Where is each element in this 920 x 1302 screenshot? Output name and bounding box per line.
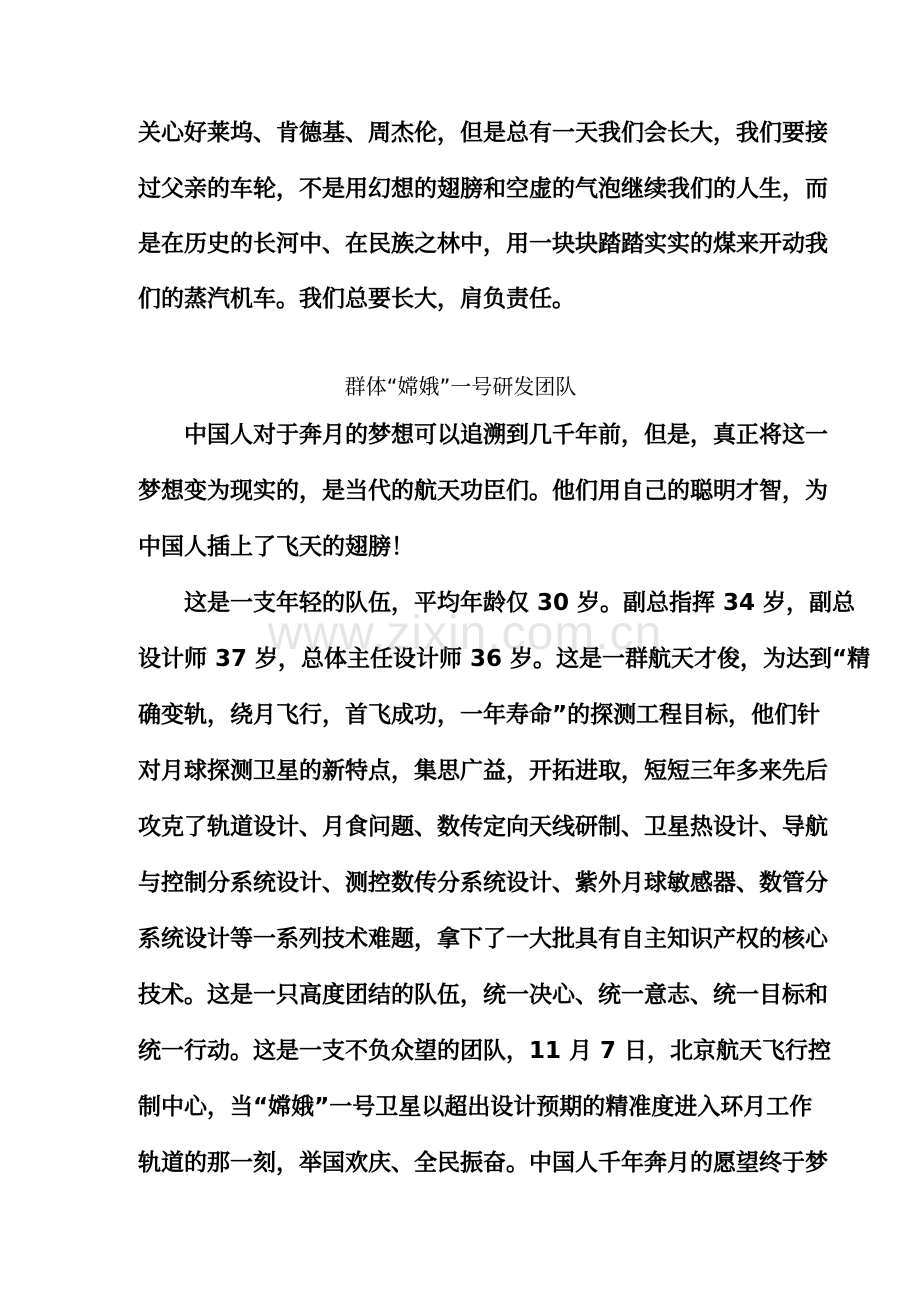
para3-line-3: 确变轨，绕月飞行，首飞成功，一年寿命”的探测工程目标，他们针 [138, 702, 821, 728]
para1-line-3: 是在历史的长河中、在民族之林中，用一块块踏踏实实的煤来开动我 [138, 231, 828, 257]
para3-line-8: 技术。这是一只高度团结的队伍，统一决心、统一意志、统一目标和 [138, 982, 828, 1008]
para3-line-2: 设计师 37 岁，总体主任设计师 36 岁。这是一群航天才俊，为达到“精 [138, 646, 871, 672]
para3-line-5: 攻克了轨道设计、月食问题、数传定向天线研制、卫星热设计、导航 [138, 814, 828, 840]
para1-line-2: 过父亲的车轮，不是用幻想的翅膀和空虚的气泡继续我们的人生，而 [138, 176, 828, 202]
para3-line-4: 对月球探测卫星的新特点，集思广益，开拓进取，短短三年多来先后 [138, 758, 828, 784]
section-heading: 群体“嫦娥”一号研发团队 [344, 375, 577, 399]
para2-line-1: 中国人对于奔月的梦想可以追溯到几千年前，但是，真正将这一 [184, 422, 828, 448]
watermark: www.zixin.com.cn [267, 607, 663, 660]
para3-line-6: 与控制分系统设计、测控数传分系统设计、紫外月球敏感器、数管分 [138, 870, 828, 896]
para3-line-11: 轨道的那一刻，举国欢庆、全民振奋。中国人千年奔月的愿望终于梦 [138, 1150, 828, 1176]
para1-line-4: 们的蒸汽机车。我们总要长大，肩负责任。 [138, 286, 575, 312]
para1-line-1: 关心好莱坞、肯德基、周杰伦，但是总有一天我们会长大，我们要接 [138, 120, 828, 146]
para2-line-2: 梦想变为现实的，是当代的航天功臣们。他们用自己的聪明才智，为 [138, 478, 828, 504]
para3-line-9: 统一行动。这是一支不负众望的团队，11 月 7 日，北京航天飞行控 [138, 1038, 832, 1064]
para3-line-1: 这是一支年轻的队伍，平均年龄仅 30 岁。副总指挥 34 岁，副总 [184, 590, 856, 616]
para3-line-10: 制中心，当“嫦娥”一号卫星以超出设计预期的精准度进入环月工作 [138, 1094, 813, 1120]
para3-line-7: 系统设计等一系列技术难题，拿下了一大批具有自主知识产权的核心 [138, 926, 828, 952]
para2-line-3: 中国人插上了飞天的翅膀！ [138, 534, 414, 560]
